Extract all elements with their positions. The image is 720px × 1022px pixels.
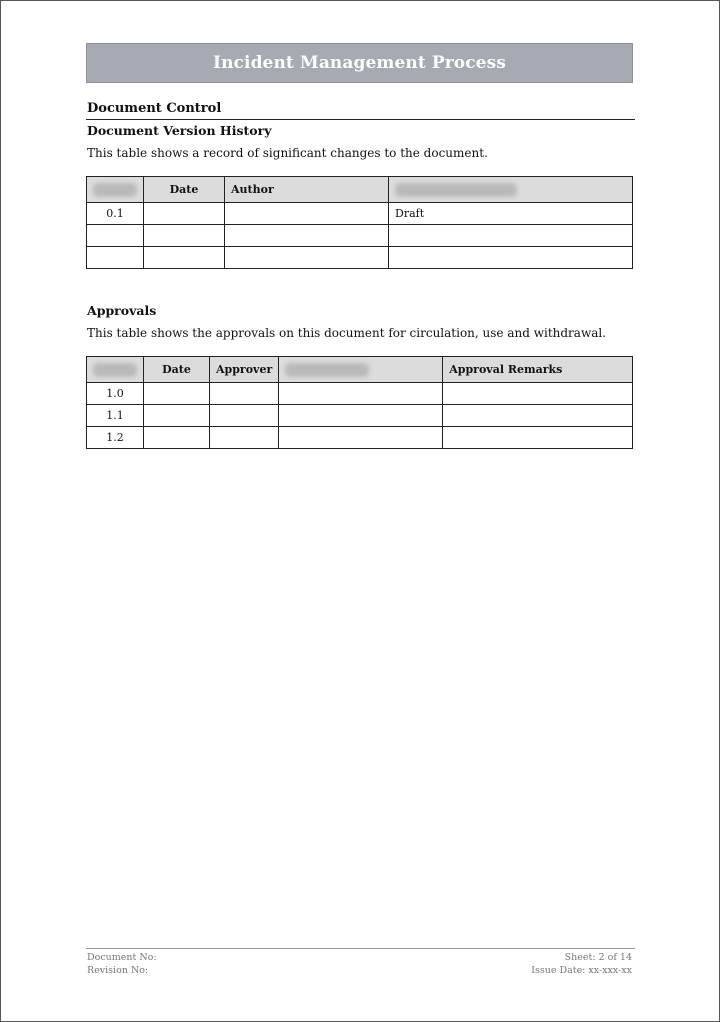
- date-cell: [144, 383, 210, 405]
- remarks-cell: [389, 225, 633, 247]
- table-row: [87, 383, 633, 405]
- date-cell: [144, 225, 225, 247]
- version-cell: 1.2: [87, 427, 144, 449]
- table-row: [87, 203, 633, 225]
- title-banner: [86, 43, 633, 83]
- header-approver: Approver: [210, 357, 279, 383]
- redacted-label: [285, 363, 369, 377]
- approvals-intro: This table shows the approvals on this document for circulation, use and withdrawal.: [87, 326, 607, 340]
- redacted-label: [93, 363, 137, 377]
- footer-revision-no: Revision No:: [87, 965, 149, 976]
- header-approval-remarks: Approval Remarks: [443, 357, 633, 383]
- table-header-row: [87, 357, 633, 383]
- version-cell: [87, 247, 144, 269]
- date-cell: [144, 203, 225, 225]
- version-cell: 0.1: [87, 203, 144, 225]
- footer-issue-date: Issue Date: xx-xxx-xx: [531, 965, 632, 976]
- approval-remarks-cell: [443, 383, 633, 405]
- approval-remarks-cell: [443, 427, 633, 449]
- version-history-intro: This table shows a record of significant changes to the document.: [87, 146, 488, 160]
- redacted-label: [93, 183, 137, 197]
- redacted-header-cell: [389, 177, 633, 203]
- approvals-heading: Approvals: [87, 303, 157, 318]
- table-row: [87, 427, 633, 449]
- date-cell: [144, 247, 225, 269]
- footer-document-no: Document No:: [87, 952, 157, 963]
- approver-cell: [210, 383, 279, 405]
- table-row: [87, 225, 633, 247]
- redacted-cell: [279, 427, 443, 449]
- version-cell: [87, 225, 144, 247]
- heading-divider: [86, 119, 635, 120]
- header-date: Date: [144, 357, 210, 383]
- author-cell: [225, 203, 389, 225]
- redacted-header-cell: [87, 177, 144, 203]
- approval-remarks-cell: [443, 405, 633, 427]
- table-row: [87, 247, 633, 269]
- approver-cell: [210, 427, 279, 449]
- header-date: Date: [144, 177, 225, 203]
- redacted-cell: [279, 405, 443, 427]
- header-author: Author: [225, 177, 389, 203]
- author-cell: [225, 247, 389, 269]
- version-cell: 1.0: [87, 383, 144, 405]
- date-cell: [144, 427, 210, 449]
- table-row: [87, 405, 633, 427]
- document-title: Incident Management Process: [213, 53, 506, 73]
- redacted-header-cell: [279, 357, 443, 383]
- redacted-header-cell: [87, 357, 144, 383]
- table-header-row: [87, 177, 633, 203]
- footer-sheet-number: Sheet: 2 of 14: [564, 952, 632, 963]
- version-history-table: [86, 176, 633, 269]
- remarks-cell: [389, 247, 633, 269]
- approver-cell: [210, 405, 279, 427]
- author-cell: [225, 225, 389, 247]
- section-heading: Document Control: [87, 101, 222, 116]
- date-cell: [144, 405, 210, 427]
- version-cell: 1.1: [87, 405, 144, 427]
- version-history-heading: Document Version History: [87, 123, 272, 138]
- remarks-cell: Draft: [389, 203, 633, 225]
- redacted-label: [395, 183, 517, 197]
- redacted-cell: [279, 383, 443, 405]
- footer-divider: [86, 948, 635, 949]
- approvals-table: [86, 356, 633, 449]
